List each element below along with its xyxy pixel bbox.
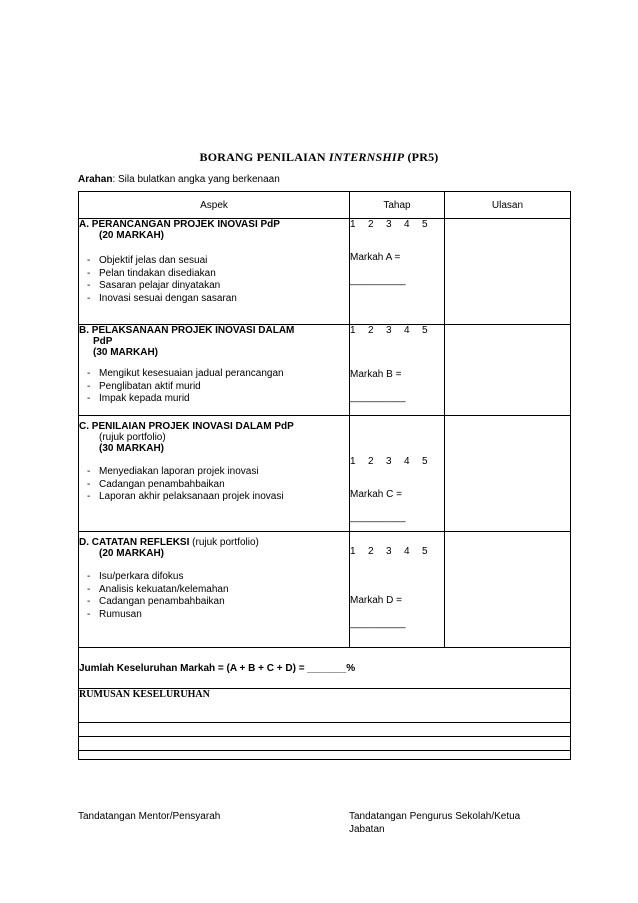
total-row [79, 648, 571, 689]
list-item: - Laporan akhir pelaksanaan projek inovasi [79, 491, 349, 504]
section-d-tahap[interactable] [350, 532, 445, 648]
section-a-row [79, 219, 571, 325]
section-b-tahap[interactable] [350, 325, 445, 416]
section-d-blank[interactable]: __________ [350, 618, 406, 629]
section-b-aspek [79, 325, 350, 416]
rumusan-line[interactable] [79, 710, 570, 723]
title-italic: INTERNSHIP [328, 150, 405, 164]
rumusan-line[interactable] [79, 724, 570, 737]
section-a-aspek [79, 219, 350, 325]
section-d-scale[interactable]: 1 2 3 4 5 [350, 546, 428, 557]
section-c-tahap[interactable] [350, 416, 445, 532]
header-ulasan: Ulasan [445, 192, 571, 219]
list-item: - Mengikut kesesuaian jadual perancangan [79, 368, 349, 381]
list-item: - Analisis kekuatan/kelemahan [79, 584, 349, 597]
header-tahap: Tahap [350, 192, 445, 219]
list-item: - Cadangan penambahbaikan [79, 596, 349, 609]
section-d-markah: Markah D = [350, 595, 402, 606]
section-a-blank[interactable]: __________ [350, 275, 406, 286]
list-item: - Impak kepada murid [79, 393, 349, 406]
section-c-row [79, 416, 571, 532]
list-item: - Inovasi sesuai dengan sasaran [79, 293, 349, 306]
section-b-marks: (30 MARKAH) [93, 347, 158, 358]
list-item: - Menyediakan laporan projek inovasi [79, 466, 349, 479]
section-d-heading: D. CATATAN REFLEKSI (rujuk portfolio) [79, 537, 259, 548]
rumusan-line[interactable] [79, 738, 570, 751]
list-item: - Objektif jelas dan sesuai [79, 255, 349, 268]
list-item: - Cadangan penambahbaikan [79, 479, 349, 492]
list-item: - Sasaran pelajar dinyatakan [79, 280, 349, 293]
section-a-heading: A. PERANCANGAN PROJEK INOVASI PdP [79, 219, 280, 230]
instruction-text: Arahan: Sila bulatkan angka yang berkenaan [78, 174, 280, 185]
section-c-blank[interactable]: __________ [350, 512, 406, 523]
section-a-tahap[interactable] [350, 219, 445, 325]
section-c-scale[interactable]: 1 2 3 4 5 [350, 456, 428, 467]
section-b-heading: B. PELAKSANAAN PROJEK INOVASI DALAM [79, 325, 295, 336]
section-a-scale[interactable]: 1 2 3 4 5 [350, 219, 428, 230]
assessment-table [78, 191, 571, 760]
list-item: - Pelan tindakan disediakan [79, 268, 349, 281]
section-b-blank[interactable]: __________ [350, 392, 406, 403]
instruction-label: Arahan [78, 174, 113, 185]
section-c-heading: C. PENILAIAN PROJEK INOVASI DALAM PdP [79, 421, 294, 432]
section-c-note: (rujuk portfolio) [99, 432, 166, 443]
section-a-ulasan[interactable] [445, 219, 571, 325]
signature-pengurus: Tandatangan Pengurus Sekolah/Ketua Jabatan [349, 811, 521, 835]
rumusan-cell[interactable] [79, 689, 571, 760]
section-b-markah: Markah B = [350, 369, 402, 380]
table-header-row [79, 192, 571, 219]
section-b-ulasan[interactable] [445, 325, 571, 416]
rumusan-row [79, 689, 571, 760]
section-d-marks: (20 MARKAH) [99, 548, 164, 559]
section-b-row [79, 325, 571, 416]
list-item: - Penglibatan aktif murid [79, 381, 349, 394]
total-marks[interactable]: Jumlah Keseluruhan Markah = (A + B + C + D) = _______% [79, 648, 571, 689]
section-a-markah: Markah A = [350, 252, 401, 263]
section-b-heading2: PdP [93, 336, 113, 347]
section-a-marks: (20 MARKAH) [99, 230, 164, 241]
rumusan-heading: RUMUSAN KESELURUHAN [79, 689, 210, 700]
section-c-marks: (30 MARKAH) [99, 443, 164, 454]
section-d-ulasan[interactable] [445, 532, 571, 648]
section-d-row [79, 532, 571, 648]
form-title: BORANG PENILAIAN INTERNSHIP (PR5) [199, 150, 439, 164]
header-aspek: Aspek [79, 192, 350, 219]
section-b-scale[interactable]: 1 2 3 4 5 [350, 325, 428, 336]
list-item: - Rumusan [79, 609, 349, 622]
section-c-ulasan[interactable] [445, 416, 571, 532]
signature-mentor: Tandatangan Mentor/Pensyarah [78, 811, 221, 822]
list-item: - Isu/perkara difokus [79, 571, 349, 584]
section-d-aspek [79, 532, 350, 648]
section-c-markah: Markah C = [350, 489, 402, 500]
section-c-aspek [79, 416, 350, 532]
